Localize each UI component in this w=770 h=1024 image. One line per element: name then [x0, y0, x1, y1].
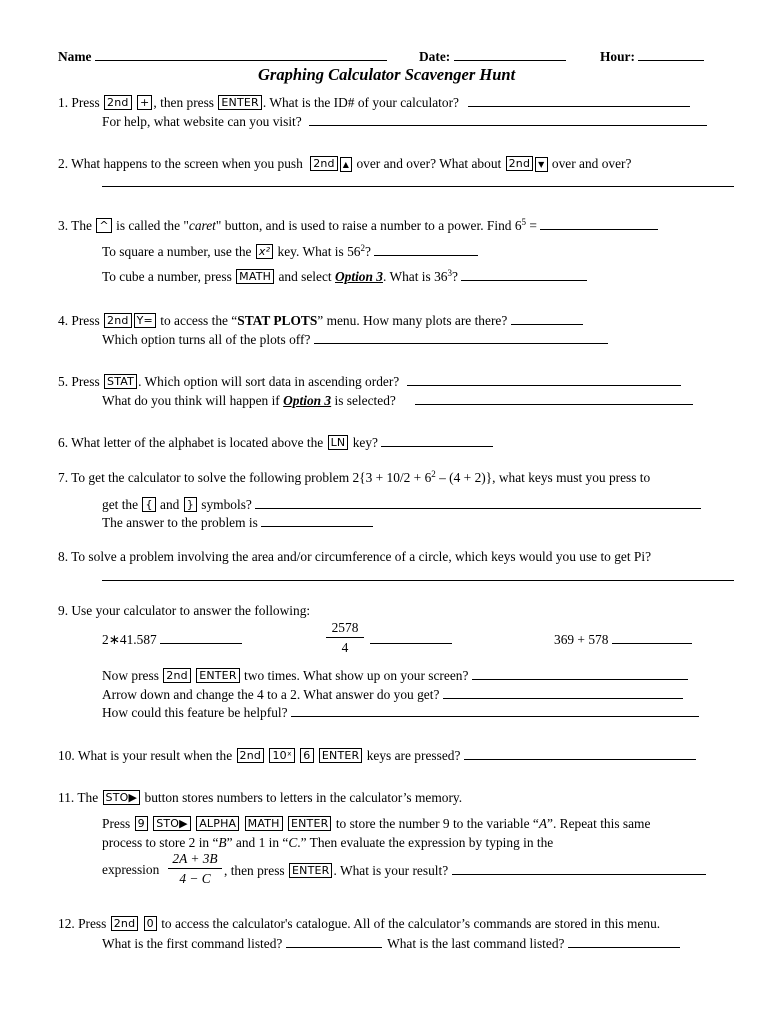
- q12-line2: [102, 935, 680, 952]
- q9-line-helpful: [102, 704, 699, 721]
- q9-line-now: [102, 667, 688, 684]
- q9-expr3-text: 369 + 578: [554, 632, 609, 647]
- q3-square-text: To square a number, use the: [102, 244, 252, 259]
- q3-power-answer-field[interactable]: [540, 217, 658, 230]
- q7-line3: [102, 514, 373, 531]
- q4-line1: [58, 312, 583, 329]
- q12-description: to access the calculator's catalogue. All of the calculator’s commands are stored in this menu.: [161, 916, 661, 931]
- q1-help-answer-field[interactable]: [309, 113, 707, 126]
- q3-cube-text: To cube a number, press: [102, 269, 232, 284]
- hour-label: Hour:: [600, 49, 635, 64]
- q11-line3-a: process to store 2 in “: [102, 835, 219, 850]
- key-enter: ENTER: [196, 668, 240, 683]
- q12-last-question: What is the last command listed?: [387, 936, 565, 951]
- name-label: Name: [58, 49, 92, 64]
- q7-line1: [58, 470, 650, 486]
- q3-square-answer-field[interactable]: [374, 243, 478, 256]
- q11-line2: [102, 816, 650, 832]
- equals: =: [526, 218, 537, 233]
- fraction-denominator: 4: [341, 640, 349, 655]
- key-enter: ENTER: [289, 863, 333, 878]
- q9-question: 9. Use your calculator to answer the following:: [58, 603, 311, 618]
- q11-store-a: to store the number 9 to the variable “: [335, 816, 539, 831]
- q3-line1: [58, 217, 658, 234]
- key-2nd: 2nd: [104, 313, 132, 328]
- q9-screen-answer-field[interactable]: [472, 667, 688, 680]
- key-enter: ENTER: [218, 95, 262, 110]
- name-row: [58, 48, 387, 65]
- q5-option3: Option 3: [283, 393, 332, 408]
- key-y-equals: Y=: [134, 313, 156, 328]
- q2-line1: [58, 156, 631, 172]
- key-up-arrow-icon: ▲: [340, 157, 352, 172]
- q4-text-b: ” menu. How many plots are there?: [317, 313, 508, 328]
- hour-field[interactable]: [638, 48, 704, 61]
- q11-fraction: [168, 851, 222, 886]
- q9-expr1-text: 2∗41.587: [102, 632, 157, 647]
- q7-text-b: – (4 + 2)}, what keys must you press to: [435, 470, 651, 485]
- q9-arrow-answer-field[interactable]: [443, 686, 683, 699]
- q3-label: 3. The: [58, 218, 92, 233]
- comma: ,: [153, 95, 157, 110]
- q1-question: . What is the ID# of your calculator?: [262, 95, 459, 110]
- key-plus: +: [137, 95, 152, 110]
- key-ln: LN: [328, 435, 349, 450]
- q1-help-question: For help, what website can you visit?: [102, 114, 302, 129]
- q11-line1: [58, 790, 462, 806]
- fraction-bar: [168, 868, 222, 869]
- q3-line2: [102, 243, 478, 260]
- q5-line2-b: is selected?: [334, 393, 396, 408]
- q11-press: Press: [102, 816, 131, 831]
- date-field[interactable]: [454, 48, 566, 61]
- q9-helpful-question: How could this feature be helpful?: [102, 705, 288, 720]
- key-2nd: 2nd: [237, 748, 265, 763]
- q12-last-answer-field[interactable]: [568, 935, 680, 948]
- q10-answer-field[interactable]: [464, 747, 696, 760]
- key-2nd: 2nd: [163, 668, 191, 683]
- key-sto: STO▶: [103, 790, 141, 805]
- key-2nd: 2nd: [506, 156, 534, 171]
- q4-line2: [102, 331, 608, 348]
- q8-question: 8. To solve a problem involving the area and/or circumference of a circle, which keys would you use to get Pi?: [58, 549, 652, 564]
- q7-answer-question: The answer to the problem is: [102, 515, 258, 530]
- q9-line-arrow: [102, 686, 683, 703]
- key-right-brace: }: [184, 497, 197, 512]
- key-sto: STO▶: [153, 816, 191, 831]
- q5-label: 5. Press: [58, 374, 100, 389]
- fraction-numerator: 2578: [331, 620, 359, 635]
- q9-arrow-question: Arrow down and change the 4 to a 2. What answer do you get?: [102, 687, 440, 702]
- q7-symbols: symbols?: [201, 497, 252, 512]
- q9-expr2-answer-field[interactable]: [370, 631, 452, 644]
- q7-answer-field[interactable]: [261, 514, 373, 527]
- name-field[interactable]: [95, 48, 387, 61]
- q9-line1: [58, 603, 310, 619]
- q3-cube-question: . What is 36: [383, 269, 448, 284]
- q10-line1: [58, 747, 696, 764]
- hour-row: [600, 48, 704, 65]
- fraction-denominator: 4 − C: [179, 871, 211, 886]
- q5-question: . Which option will sort data in ascending order?: [138, 374, 400, 389]
- q11-expression-label: [102, 862, 159, 878]
- q11-line3-b: ” and 1 in “: [226, 835, 289, 850]
- q3-called: is called the ": [116, 218, 189, 233]
- q11-expression-word: expression: [102, 862, 160, 877]
- q7-get-the: get the: [102, 497, 139, 512]
- key-alpha: ALPHA: [196, 816, 239, 831]
- q12-line1: [58, 916, 660, 932]
- q11-store-b: ”. Repeat this same: [547, 816, 651, 831]
- q6-line1: [58, 434, 493, 451]
- q9-expr3-answer-field[interactable]: [612, 631, 692, 644]
- q11-result-question: . What is your result?: [333, 863, 449, 878]
- exponent: 5: [521, 217, 527, 227]
- q1-then-press: then press: [160, 95, 215, 110]
- q11-description: button stores numbers to letters in the calculator’s memory.: [144, 790, 463, 805]
- q9-expr3: [554, 631, 692, 648]
- q8-line1: [58, 549, 651, 565]
- q11-line3: [102, 835, 553, 851]
- q1-line2: [102, 113, 707, 130]
- q9-fraction: [326, 620, 364, 655]
- q11-label: 11. The: [58, 790, 99, 805]
- q3-caret-word: caret: [188, 218, 216, 233]
- q11-line4: [224, 862, 706, 879]
- q5-line1: [58, 373, 681, 390]
- q7-and: and: [160, 497, 180, 512]
- q4-option-answer-field[interactable]: [314, 331, 608, 344]
- q3-rest: " button, and is used to raise a number to a power. Find 6: [215, 218, 522, 233]
- date-row: [419, 48, 566, 65]
- key-9: 9: [135, 816, 148, 831]
- q5-sort-answer-field[interactable]: [407, 373, 681, 386]
- key-2nd: 2nd: [111, 916, 139, 931]
- q7-keys-answer-field[interactable]: [255, 496, 701, 509]
- q5-line2: [102, 392, 693, 409]
- q3-cube-select: and select: [278, 269, 332, 284]
- q2-label: 2. What happens to the screen when you push: [58, 156, 303, 171]
- q1-label: 1. Press: [58, 95, 100, 110]
- q9-now-press: Now press: [102, 668, 159, 683]
- key-stat: STAT: [104, 374, 137, 389]
- key-6: 6: [300, 748, 313, 763]
- q4-stat-plots: STAT PLOTS: [237, 313, 318, 328]
- q9-expr1-answer-field[interactable]: [160, 631, 242, 644]
- key-x-squared: x²: [256, 244, 273, 259]
- q5-line2-a: What do you think will happen if: [102, 393, 280, 408]
- q2-middle: over and over? What about: [356, 156, 502, 171]
- q12-first-answer-field[interactable]: [286, 935, 382, 948]
- q7-line2: [102, 496, 701, 513]
- key-2nd: 2nd: [310, 156, 338, 171]
- key-math: MATH: [245, 816, 283, 831]
- exponent: 2: [360, 243, 365, 253]
- q3-option3: Option 3: [335, 269, 383, 284]
- fraction-numerator: 2A + 3B: [172, 851, 218, 866]
- q3-line3: [102, 268, 587, 285]
- key-down-arrow-icon: ▼: [535, 157, 547, 172]
- q2-answer-field[interactable]: [102, 186, 734, 187]
- var-b: B: [218, 835, 227, 850]
- exponent: 3: [447, 268, 452, 278]
- key-caret: ^: [96, 218, 111, 233]
- q2-end: over and over?: [551, 156, 632, 171]
- q4-plots-answer-field[interactable]: [511, 312, 583, 325]
- q1-line1: [58, 94, 690, 111]
- key-left-brace: {: [142, 497, 155, 512]
- q4-text-a: to access the “: [160, 313, 238, 328]
- key-10x: 10ˣ: [269, 748, 294, 763]
- q4-label: 4. Press: [58, 313, 100, 328]
- q12-first-question: What is the first command listed?: [102, 936, 283, 951]
- date-label: Date:: [419, 49, 451, 64]
- qmark: ?: [364, 244, 371, 259]
- exponent: 2: [431, 469, 436, 479]
- q10-end: keys are pressed?: [366, 748, 461, 763]
- q9-expr2-blank: [370, 631, 452, 648]
- q5-option3-answer-field[interactable]: [415, 392, 693, 405]
- q6-answer-field[interactable]: [381, 434, 493, 447]
- q10-label: 10. What is your result when the: [58, 748, 233, 763]
- q1-answer-field[interactable]: [468, 94, 690, 107]
- q9-helpful-answer-field[interactable]: [291, 704, 699, 717]
- q8-answer-field[interactable]: [102, 580, 734, 581]
- q11-line3-c: .” Then evaluate the expression by typing in the: [297, 835, 554, 850]
- key-math: MATH: [236, 269, 274, 284]
- q9-two-times: two times. What show up on your screen?: [244, 668, 469, 683]
- var-a: A: [538, 816, 548, 831]
- q3-cube-answer-field[interactable]: [461, 268, 587, 281]
- q6-end: key?: [352, 435, 378, 450]
- q11-then-press: , then press: [224, 863, 285, 878]
- q6-label: 6. What letter of the alphabet is located above the: [58, 435, 324, 450]
- q4-option-question: Which option turns all of the plots off?: [102, 332, 311, 347]
- q7-text-a: 7. To get the calculator to solve the following problem 2{3 + 10/2 + 6: [58, 470, 432, 485]
- q12-label: 12. Press: [58, 916, 107, 931]
- qmark: ?: [451, 269, 458, 284]
- key-2nd: 2nd: [104, 95, 132, 110]
- fraction-bar: [326, 637, 364, 638]
- key-0: 0: [144, 916, 157, 931]
- q9-expr1: [102, 631, 242, 648]
- key-enter: ENTER: [288, 816, 332, 831]
- page-title: Graphing Calculator Scavenger Hunt: [258, 65, 516, 84]
- q3-square-question: key. What is 56: [277, 244, 361, 259]
- q11-answer-field[interactable]: [452, 862, 706, 875]
- var-c: C: [288, 835, 298, 850]
- key-enter: ENTER: [319, 748, 363, 763]
